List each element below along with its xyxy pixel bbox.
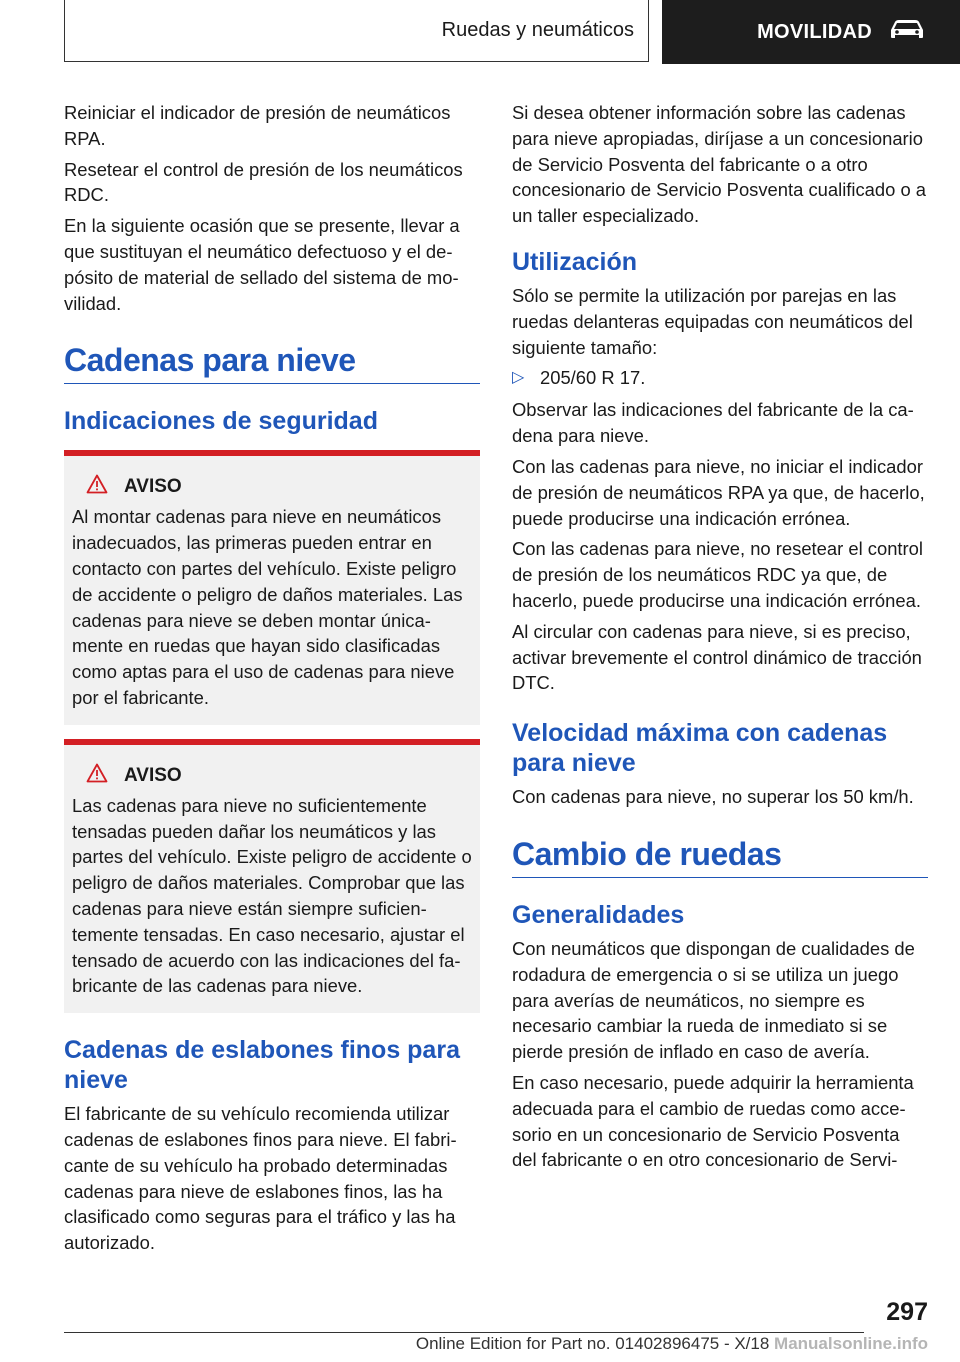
section-header xyxy=(662,0,960,64)
warning-title xyxy=(72,474,472,500)
warning-triangle-icon xyxy=(86,763,124,789)
car-icon xyxy=(888,18,926,46)
paragraph: Si desea obtener información sobre las cadenas para nieve apropiadas, diríjase a un concesionario de Servicio Posventa del fabricante o a otro concesionario de Servicio Posventa cualificado o a un taller especializado. xyxy=(512,102,927,227)
section-heading: Cambio de ruedas xyxy=(512,836,928,878)
paragraph: En caso necesario, puede adquirir la herramienta adecuada para el cambio de ruedas como accesorio en un concesionario de Servicio Posventa del fabricante o en otro concesionario de Servi- xyxy=(512,1071,914,1171)
footer xyxy=(64,1334,928,1354)
right-column xyxy=(512,100,928,1178)
warning-box xyxy=(64,739,480,1013)
paragraph: Reiniciar el indicador de presión de neumáticos RPA. xyxy=(64,102,451,149)
section-heading: Cadenas para nieve xyxy=(64,342,480,384)
bullet-triangle-icon: ▷ xyxy=(512,369,525,387)
paragraph: Observar las indicaciones del fabricante de la cadena para nieve. xyxy=(512,399,914,447)
warning-label: AVISO xyxy=(124,764,182,786)
paragraph: El fabricante de su vehículo recomienda utilizar cadenas de eslabones finos para nieve. El fabricante de su vehículo ha probado determinadas cadenas para nieve de eslabones finos, las ha clasificado como seguras para el tráfico y las ha autorizado. xyxy=(64,1103,457,1254)
section-title: MOVILIDAD xyxy=(757,20,872,43)
warning-label: AVISO xyxy=(124,476,182,498)
paragraph: Con cadenas para nieve, no superar los 50 km/h. xyxy=(512,786,914,808)
list-item xyxy=(512,365,928,391)
paragraph: Al circular con cadenas para nieve, si es preciso, activar brevemente el control dinámico de tracción DTC. xyxy=(512,620,922,694)
left-column xyxy=(64,100,480,1261)
footer-divider xyxy=(64,1332,864,1333)
paragraph: Resetear el control de presión de los neumáticos RDC. xyxy=(64,158,463,206)
warning-title xyxy=(72,763,472,789)
warning-triangle-icon xyxy=(86,474,124,500)
paragraph: Con las cadenas para nieve, no resetear el control de presión de los neumáticos RDC ya que, de hacerlo, puede producirse una indicación errónea. xyxy=(512,538,923,611)
watermark-text: Manualsonline.info xyxy=(774,1334,928,1353)
warning-text: Las cadenas para nieve no suficientemente tensadas pueden dañar los neumáticos y las partes del vehículo. Existe peligro de accidente o peligro de daños materiales. Comprobar que las cadenas para nieve están siempre suficientemente tensadas. En caso necesario, ajustar el tensado de acuerdo con las indicaciones del fabricante de las cadenas para nieve. xyxy=(72,794,472,997)
subsection-heading: Cadenas de eslabones finos para nieve xyxy=(64,1036,460,1095)
warning-text: Al montar cadenas para nieve en neumáticos inadecuados, las primeras pueden entrar en contacto con partes del vehículo. Existe peligro de accidente o peligro de daños materiales. Las cadenas para nieve se deben montar únicamente en ruedas que hayan sido clasificadas como aptas para el uso de cadenas para nieve por el fabricante. xyxy=(72,506,463,708)
subsection-heading: Indicaciones de seguridad xyxy=(64,407,378,436)
list-item-text: 205/60 R 17. xyxy=(540,367,646,389)
paragraph: Con las cadenas para nieve, no iniciar el indicador de presión de neumáticos RPA ya que, de hacerlo, puede producirse una indicación errónea. xyxy=(512,455,925,529)
paragraph: En la siguiente ocasión que se presente, llevar a que sustituyan el neumático defectuoso y el depósito de material de sellado del sistema de movilidad. xyxy=(64,215,460,314)
page-number: 297 xyxy=(886,1298,928,1326)
subsection-heading: Velocidad máxima con cadenas para nieve xyxy=(512,719,888,778)
subsection-heading: Generalidades xyxy=(512,900,685,929)
warning-box xyxy=(64,450,480,724)
paragraph: Sólo se permite la utilización por parejas en las ruedas delanteras equipadas con neumáticos del siguiente tamaño: xyxy=(512,284,913,358)
chapter-header xyxy=(64,0,649,62)
subsection-heading: Utilización xyxy=(512,247,638,276)
paragraph: Con neumáticos que dispongan de cualidades de rodadura de emergencia o si se utiliza un juego para averías de neumáticos, no siempre es necesario cambiar la rueda de inmediato si se pierde presión de inflado en caso de avería. xyxy=(512,937,915,1063)
edition-text: Online Edition for Part no. 01402896475 - X/18 xyxy=(415,1334,770,1353)
chapter-title: Ruedas y neumáticos xyxy=(441,19,634,41)
